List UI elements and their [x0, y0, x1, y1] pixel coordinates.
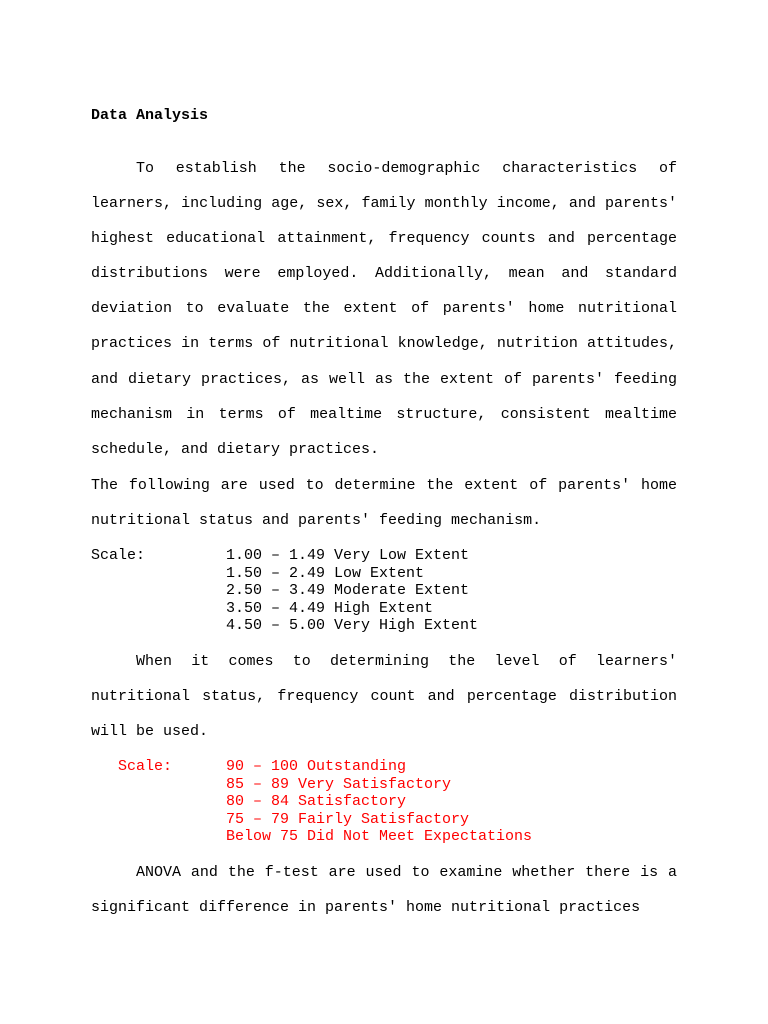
section-heading: Data Analysis [91, 107, 209, 124]
paragraph-nutritional-status: When it comes to determining the level of learners' nutritional status, frequency count and percentage distribution will be used. [91, 653, 677, 741]
scale-item: 2.50 – 3.49 Moderate Extent [226, 582, 470, 600]
scale-label: Scale: [118, 758, 173, 775]
scale-item: 4.50 – 5.00 Very High Extent [226, 617, 479, 635]
scale-item: 80 – 84 Satisfactory [226, 793, 407, 811]
scale-item: 85 – 89 Very Satisfactory [226, 775, 452, 793]
scale-item: Below 75 Did Not Meet Expectations [226, 828, 533, 846]
paragraph-anova: ANOVA and the f-test are used to examine whether there is a significant difference in parents' home nutritional practices [91, 864, 677, 917]
scale-item: 1.00 – 1.49 Very Low Extent [226, 547, 470, 564]
paragraph-extent-intro: The following are used to determine the extent of parents' home nutritional status and parents' feeding mechanism. [91, 477, 677, 530]
scale-item: 90 – 100 Outstanding [226, 758, 407, 775]
paragraph-demographics: To establish the socio-demographic characteristics of learners, including age, sex, family monthly income, and parents' highest educational attainment, frequency counts and percentage distributions were employed. Additionally, mean and standard deviation to evaluate the extent of parents' home nutritional practices in terms of nutritional knowledge, nutrition attitudes, and dietary practices, as well as the extent of parents' feeding mechanism in terms of mealtime structure, consistent mealtime schedule, and dietary practices. [91, 160, 677, 458]
scale-item: 3.50 – 4.49 High Extent [226, 599, 434, 617]
scale-item: 1.50 – 2.49 Low Extent [226, 564, 425, 582]
scale-item: 75 – 79 Fairly Satisfactory [226, 810, 470, 828]
scale-list [226, 758, 532, 846]
scale-list [226, 547, 478, 635]
document-page [91, 0, 677, 1024]
scale-label: Scale: [91, 547, 146, 564]
